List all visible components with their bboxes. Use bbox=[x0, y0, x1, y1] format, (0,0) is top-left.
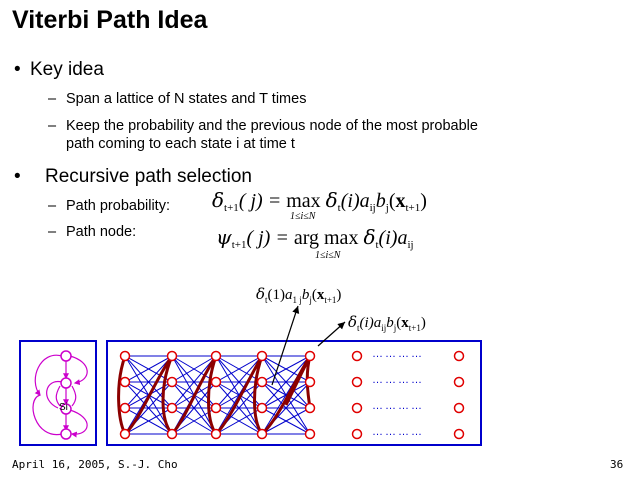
formula-i: (i) bbox=[340, 190, 360, 212]
formula-j: ( j) = bbox=[238, 190, 282, 212]
bullet-dot: • bbox=[14, 166, 21, 187]
paren: ( bbox=[388, 190, 396, 212]
sub-bullet-path-probability-text: Path probability: bbox=[66, 198, 170, 214]
annot-b: b bbox=[301, 287, 310, 303]
subscript: j bbox=[393, 323, 397, 333]
lattice-node bbox=[212, 430, 221, 439]
state-diagram-box bbox=[20, 341, 96, 445]
ellipsis-row-4: ………… bbox=[372, 426, 424, 438]
subscript: ij bbox=[381, 323, 387, 333]
lattice-node bbox=[455, 352, 464, 361]
subscript: ij bbox=[407, 239, 414, 251]
lattice-node bbox=[168, 404, 177, 413]
annot-i: (i) bbox=[359, 315, 374, 331]
psi-symbol: ψ bbox=[216, 225, 232, 249]
sub-bullet-keep-line2: path coming to each state i at time t bbox=[66, 136, 295, 152]
bullet-recursive-label: Recursive path selection bbox=[45, 166, 252, 187]
lattice-node bbox=[121, 430, 130, 439]
lattice-node bbox=[455, 430, 464, 439]
subscript: t+1 bbox=[408, 323, 421, 333]
formula-a: a bbox=[397, 227, 408, 249]
dash: – bbox=[48, 118, 57, 134]
lattice-node bbox=[212, 378, 221, 387]
lattice-node bbox=[121, 378, 130, 387]
subscript: t bbox=[375, 239, 379, 251]
lattice-node bbox=[168, 352, 177, 361]
subscript: j bbox=[385, 202, 389, 214]
lattice-node bbox=[121, 404, 130, 413]
subscript: 1 j bbox=[292, 295, 302, 305]
formula-b: b bbox=[375, 190, 386, 212]
subscript: ij bbox=[369, 202, 376, 214]
state-node bbox=[61, 429, 71, 439]
bullet-key-idea-label: Key idea bbox=[30, 59, 104, 80]
subscript: t+1 bbox=[224, 202, 239, 214]
lattice-node bbox=[455, 404, 464, 413]
subscript: t bbox=[357, 323, 360, 333]
sub-bullet-path-node-text: Path node: bbox=[66, 224, 137, 240]
dash: – bbox=[48, 198, 57, 214]
state-node bbox=[61, 378, 71, 388]
lattice-node bbox=[353, 352, 362, 361]
bullet-dot: • bbox=[14, 59, 21, 80]
annot-a: a bbox=[285, 287, 293, 303]
state-node bbox=[61, 351, 71, 361]
lattice-node bbox=[306, 352, 315, 361]
formula-range-2: 1≤i≤N bbox=[315, 250, 341, 261]
footer-page-number: 36 bbox=[610, 458, 624, 471]
subscript: t bbox=[265, 295, 268, 305]
lattice-node bbox=[306, 430, 315, 439]
lattice-node bbox=[212, 352, 221, 361]
lattice-node bbox=[455, 378, 464, 387]
annot-x: x bbox=[316, 287, 325, 303]
lattice-node bbox=[306, 404, 315, 413]
subscript: t+1 bbox=[324, 295, 337, 305]
annot-b: b bbox=[386, 315, 394, 331]
delta-symbol: δ bbox=[348, 313, 358, 331]
lattice-node bbox=[212, 404, 221, 413]
paren: ) bbox=[420, 190, 427, 212]
delta-symbol: δ bbox=[363, 225, 376, 249]
dash: – bbox=[48, 91, 57, 107]
lattice-node bbox=[258, 352, 267, 361]
lattice-node bbox=[353, 430, 362, 439]
lattice-node bbox=[168, 378, 177, 387]
max-operator: max bbox=[286, 190, 321, 212]
annotation-delta-i: $\delta_t(i)a_{ij}b_j(x_{t+1})$ bbox=[348, 313, 426, 333]
lattice-node bbox=[258, 378, 267, 387]
subscript: j bbox=[309, 295, 312, 305]
footer-date-author: April 16, 2005, S.-J. Cho bbox=[12, 458, 178, 471]
subscript: t+1 bbox=[405, 202, 421, 214]
formula-x: x bbox=[395, 190, 406, 212]
subscript: t bbox=[337, 202, 341, 214]
lattice-node bbox=[258, 430, 267, 439]
ellipsis-row-3: ………… bbox=[372, 400, 424, 412]
state-label-si: Si bbox=[59, 402, 68, 413]
delta-symbol: δ bbox=[256, 285, 266, 303]
lattice-node bbox=[121, 352, 130, 361]
argmax-operator: arg max bbox=[293, 227, 359, 249]
lattice-node bbox=[353, 378, 362, 387]
lattice-node bbox=[306, 378, 315, 387]
lattice-node bbox=[168, 430, 177, 439]
formula-a: a bbox=[359, 190, 370, 212]
subscript: t+1 bbox=[231, 239, 247, 251]
annot-a: a bbox=[373, 315, 382, 331]
lattice-node bbox=[353, 404, 362, 413]
lattice-node bbox=[258, 404, 267, 413]
annot-one: (1) bbox=[267, 287, 286, 303]
sub-bullet-lattice-text: Span a lattice of N states and T times bbox=[66, 91, 307, 107]
delta-symbol: δ bbox=[212, 188, 225, 212]
slide-title: Viterbi Path Idea bbox=[12, 6, 208, 34]
delta-symbol: δ bbox=[325, 188, 338, 212]
annotation-delta-1: $\delta_t(1)a_{1 j}b_j(x_{t+1})$ bbox=[256, 285, 342, 305]
sub-bullet-keep-line1: Keep the probability and the previous node of the most probable bbox=[66, 118, 478, 134]
formula-range-1: 1≤i≤N bbox=[290, 211, 316, 222]
annot-x: x bbox=[401, 315, 409, 331]
formula-i: (i) bbox=[378, 227, 398, 249]
formula-j: ( j) = bbox=[246, 227, 289, 249]
ellipsis-row-1: ………… bbox=[372, 348, 424, 360]
ellipsis-row-2: ………… bbox=[372, 374, 424, 386]
dash: – bbox=[48, 224, 57, 240]
